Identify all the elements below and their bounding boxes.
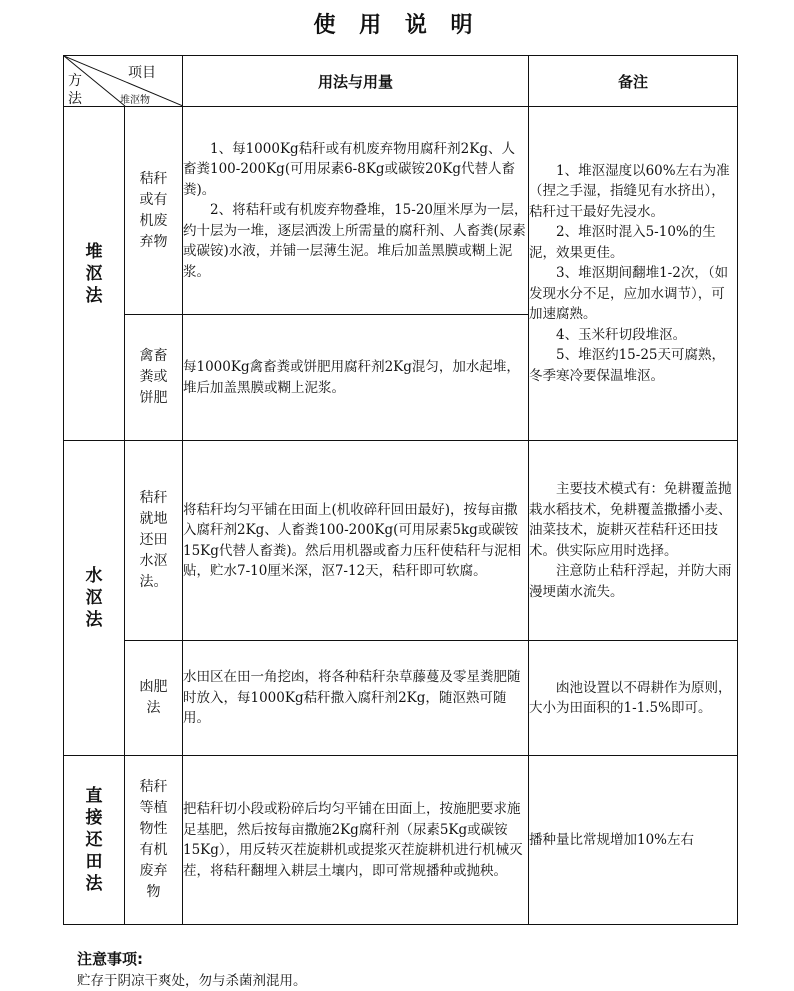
method-cell-direct: 直 接 还 田 法 <box>64 756 125 925</box>
precautions-text: 贮存于阴凉干爽处，勿与杀菌剂混用。 <box>77 973 307 989</box>
header-usage: 用法与用量 <box>183 56 529 107</box>
header-notes: 备注 <box>529 56 738 107</box>
table-row <box>64 756 738 925</box>
header-method-label-2: 法 <box>68 91 82 107</box>
usage-table <box>63 55 738 925</box>
diagonal-header-cell <box>64 56 183 107</box>
material-cell: 秸秆 或有 机废 弃物 <box>125 107 183 315</box>
material-cell: 凼肥 法 <box>125 641 183 756</box>
material-cell: 秸秆 等植 物性 有机 废弃 物 <box>125 756 183 925</box>
notes-cell: 凼池设置以不碍耕作为原则，大小为田面积的1-1.5%即可。 <box>529 641 738 756</box>
method-cell-compost: 堆 沤 法 <box>64 107 125 441</box>
material-cell: 禽畜 粪或 饼肥 <box>125 315 183 441</box>
method-cell-water: 水 沤 法 <box>64 441 125 756</box>
table-row <box>64 641 738 756</box>
notes-cell: 主要技术模式有：免耕覆盖抛栽水稻技术，免耕覆盖撒播小麦、油菜技术，旋耕灭茬秸秆还田技术。供实际应用时选择。 注意防止秸秆浮起，并防大雨漫埂菌水流失。 <box>529 441 738 641</box>
header-material-label: 堆沤物 <box>120 95 150 106</box>
usage-cell: 每1000Kg禽畜粪或饼肥用腐秆剂2Kg混匀，加水起堆，堆后加盖黑膜或糊上泥浆。 <box>183 315 529 441</box>
notes-cell: 1、堆沤湿度以60%左右为准（捏之手湿，指缝见有水挤出），秸秆过干最好先浸水。 2、堆沤时混入5-10%的生泥，效果更佳。 3、堆沤期间翻堆1-2次，（如发现水分不足，应加水调节），可加速腐熟。 4、玉米秆切段堆沤。 5、堆沤约15-25天可腐熟，冬季寒冷要保温堆沤。 <box>529 107 738 441</box>
page-title: 使 用 说 明 <box>313 13 481 38</box>
notes-cell: 播种量比常规增加10%左右 <box>529 756 738 925</box>
precautions-heading: 注意事项: <box>77 950 143 968</box>
usage-cell: 1、每1000Kg秸秆或有机废弃物用腐秆剂2Kg、人畜粪100-200Kg(可用尿素6-8Kg或碳铵20Kg代替人畜粪)。 2、将秸秆或有机废弃物叠堆，15-20厘米厚为一层，约十层为一堆，逐层洒泼上所需量的腐秆剂、人畜粪(尿素或碳铵)水液，并铺一层薄生泥。堆后加盖黑膜或糊上泥浆。 <box>183 107 529 315</box>
table-header-row <box>64 56 738 107</box>
header-method-label-1: 方 <box>68 73 82 89</box>
material-cell: 秸秆 就地 还田 水沤 法。 <box>125 441 183 641</box>
table-row <box>64 107 738 315</box>
usage-cell: 将秸秆均匀平铺在田面上(机收碎秆回田最好)，按每亩撒入腐秆剂2Kg、人畜粪100-200Kg(可用尿素5kg或碳铵15Kg代替人畜粪)。然后用机器或畜力压秆使秸秆与泥相贴，贮水7-10厘米深，沤7-12天，秸秆即可软腐。 <box>183 441 529 641</box>
usage-cell: 把秸秆切小段或粉碎后均匀平铺在田面上，按施肥要求施足基肥，然后按每亩撒施2Kg腐秆剂（尿素5Kg或碳铵15Kg），用反转灭茬旋耕机或提浆灭茬旋耕机进行机械灭茬，将秸秆翻埋入耕层土壤内，即可常规播种或抛秧。 <box>183 756 529 925</box>
table-row <box>64 441 738 641</box>
usage-cell: 水田区在田一角挖凼，将各种秸秆杂草藤蔓及零星粪肥随时放入，每1000Kg秸秆撒入腐秆剂2Kg，随沤熟可随用。 <box>183 641 529 756</box>
header-item-label: 项目 <box>128 65 156 81</box>
